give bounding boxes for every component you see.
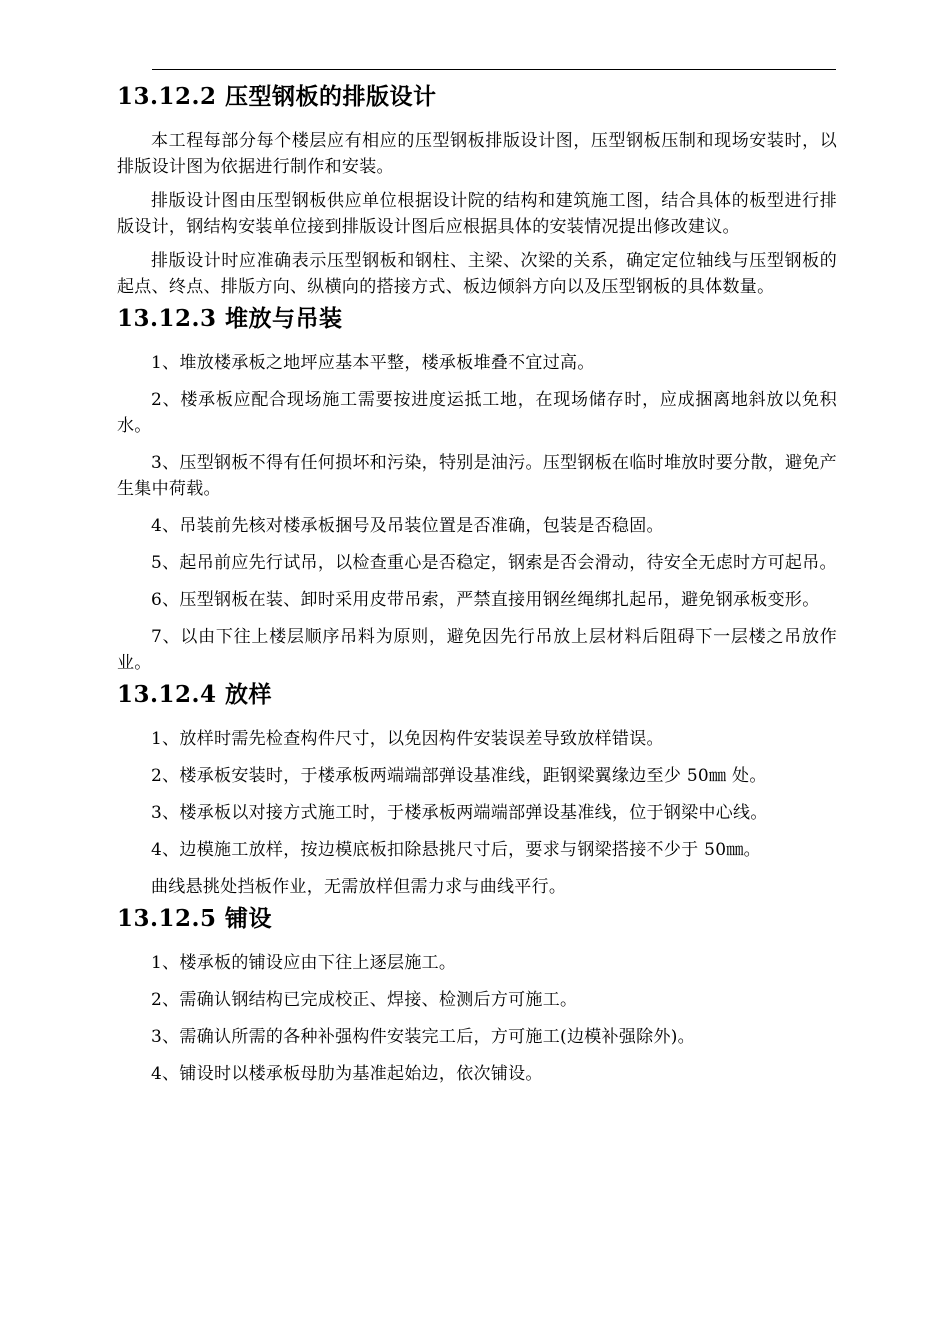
paragraph: 3、压型钢板不得有任何损坏和污染，特别是油污。压型钢板在临时堆放时要分散，避免产生集中荷载。 bbox=[117, 453, 837, 499]
paragraph: 7、以由下往上楼层顺序吊料为原则，避免因先行吊放上层材料后阻碍下一层楼之吊放作业。 bbox=[117, 627, 837, 673]
paragraph: 3、需确认所需的各种补强构件安装完工后，方可施工(边模补强除外)。 bbox=[151, 1027, 695, 1047]
paragraph: 曲线悬挑处挡板作业，无需放样但需力求与曲线平行。 bbox=[151, 877, 567, 897]
document-body bbox=[117, 76, 837, 1087]
section-13-12-4 bbox=[117, 678, 837, 900]
paragraph: 2、需确认钢结构已完成校正、焊接、检测后方可施工。 bbox=[151, 990, 578, 1010]
section-heading: 13.12.4 放样 bbox=[117, 681, 273, 708]
section-13-12-2 bbox=[117, 80, 837, 300]
paragraph: 1、放样时需先检查构件尺寸，以免因构件安装误差导致放样错误。 bbox=[151, 729, 664, 749]
paragraph: 1、堆放楼承板之地坪应基本平整，楼承板堆叠不宜过高。 bbox=[151, 353, 595, 373]
paragraph: 1、楼承板的铺设应由下往上逐层施工。 bbox=[151, 953, 457, 973]
paragraph: 4、吊装前先核对楼承板捆号及吊装位置是否准确，包装是否稳固。 bbox=[151, 516, 664, 536]
section-heading: 13.12.5 铺设 bbox=[117, 905, 273, 932]
paragraph: 排版设计图由压型钢板供应单位根据设计院的结构和建筑施工图，结合具体的板型进行排版设计，钢结构安装单位接到排版设计图后应根据具体的安装情况提出修改建议。 bbox=[117, 191, 837, 237]
paragraph: 2、楼承板应配合现场施工需要按进度运抵工地，在现场储存时，应成捆离地斜放以免积水。 bbox=[117, 390, 837, 436]
paragraph: 5、起吊前应先行试吊，以检查重心是否稳定，钢索是否会滑动，待安全无虑时方可起吊。 bbox=[151, 553, 837, 573]
section-heading: 13.12.3 堆放与吊装 bbox=[117, 305, 343, 332]
section-13-12-5 bbox=[117, 902, 837, 1087]
paragraph: 本工程每部分每个楼层应有相应的压型钢板排版设计图，压型钢板压制和现场安装时，以排版设计图为依据进行制作和安装。 bbox=[117, 131, 837, 177]
section-heading: 13.12.2 压型钢板的排版设计 bbox=[117, 83, 437, 110]
paragraph: 4、边模施工放样，按边模底板扣除悬挑尺寸后，要求与钢梁搭接不少于 50㎜。 bbox=[151, 840, 761, 860]
header-rule bbox=[152, 69, 836, 70]
paragraph: 排版设计时应准确表示压型钢板和钢柱、主梁、次梁的关系，确定定位轴线与压型钢板的起点、终点、排版方向、纵横向的搭接方式、板边倾斜方向以及压型钢板的具体数量。 bbox=[117, 251, 837, 297]
paragraph: 3、楼承板以对接方式施工时，于楼承板两端端部弹设基准线，位于钢梁中心线。 bbox=[151, 803, 768, 823]
paragraph: 2、楼承板安装时，于楼承板两端端部弹设基准线，距钢梁翼缘边至少 50㎜ 处。 bbox=[151, 766, 767, 786]
section-13-12-3 bbox=[117, 302, 837, 676]
paragraph: 6、压型钢板在装、卸时采用皮带吊索，严禁直接用钢丝绳绑扎起吊，避免钢承板变形。 bbox=[151, 590, 820, 610]
paragraph: 4、铺设时以楼承板母肋为基准起始边，依次铺设。 bbox=[151, 1064, 543, 1084]
